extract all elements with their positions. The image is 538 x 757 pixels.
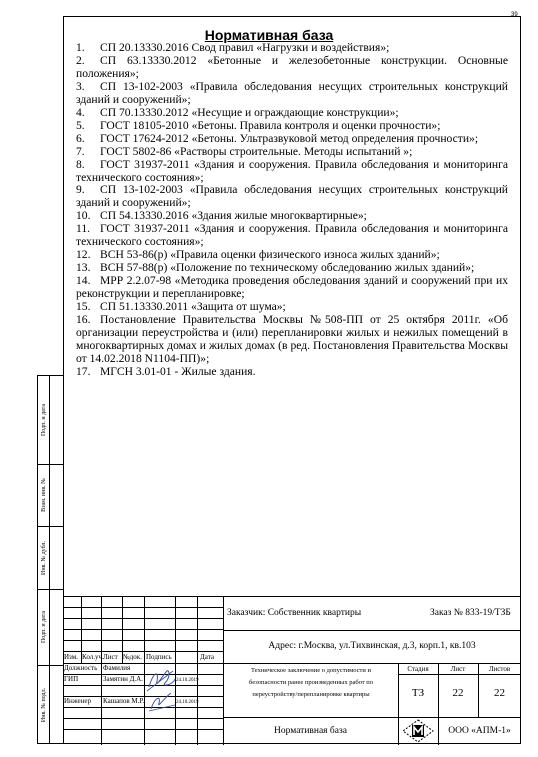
item-text: СП 20.13330.2016 Свод правил «Нагрузки и воздействия»;	[100, 41, 390, 54]
item-number: 2.	[76, 53, 85, 67]
header-kol-uch: Кол.уч.	[82, 653, 104, 661]
norm-list-item	[76, 55, 508, 81]
item-text: СП 63.13330.2012 «Бетонные и железобетонные конструкции. Основные положения»;	[76, 53, 508, 80]
side-label-inv-podl: Инв. № подл.	[41, 687, 47, 723]
item-number: 5.	[76, 118, 85, 132]
item-text: Постановление Правительства Москвы №508-ПП от 25 октября 2011г. «Об организации переустройства и (или) перепланировки жилых и нежилых помещений в многоквартирных домах и жилых домах (в ред. Постановления Правительства Москвы от 14.02.2018 N1104-ПП)»;	[76, 313, 508, 365]
header-izm: Изм.	[64, 653, 78, 661]
address: Адрес: г.Москва, ул.Тихвинская, д.3, корп.1, кв.103	[268, 641, 476, 651]
item-number: 11.	[76, 222, 91, 236]
role-column-label: Должность	[64, 664, 98, 672]
sheet-value: 22	[452, 687, 464, 699]
normative-list	[76, 42, 508, 379]
side-label-podp-data-bottom: Подп. и дата	[41, 610, 47, 644]
item-number: 15.	[76, 300, 91, 314]
sheets-label: Листов	[488, 665, 511, 673]
engineer-signature	[145, 689, 177, 715]
norm-list-item	[76, 366, 508, 379]
engineer-date: 24.10.2019	[176, 700, 199, 705]
customer: Заказчик: Собственник квартиры	[227, 608, 362, 618]
header-podpis: Подпись	[146, 653, 172, 661]
order-number: Заказ № 833-19/ТЗБ	[430, 608, 511, 618]
engineer-role: Инженер	[64, 697, 92, 705]
item-number: 6.	[76, 131, 85, 145]
item-number: 13.	[76, 261, 91, 275]
item-text: ГОСТ 17624-2012 «Бетоны. Ультразвуковой метод определения прочности»;	[100, 131, 479, 145]
company-logo-icon	[400, 719, 436, 743]
description-line-1: Техническое заключение о допустимости и	[251, 667, 371, 674]
header-ndok: №док.	[123, 653, 142, 661]
item-text: ГОСТ 5802-86 «Растворы строительные. Методы испытаний »;	[100, 144, 413, 158]
left-strip	[37, 375, 63, 744]
item-number: 4.	[76, 105, 85, 119]
item-text: ВСН 57-88(р) «Положение по техническому обследованию жилых зданий»;	[100, 261, 475, 275]
header-data: Дата	[200, 653, 214, 661]
header-list: Лист	[103, 653, 118, 661]
side-label-inv-dubl: Инв. № дубл.	[41, 540, 48, 575]
item-text: СП 13-102-2003 «Правила обследования несущих строительных конструкций зданий и сооружений»;	[76, 183, 508, 210]
item-number: 10.	[76, 209, 91, 223]
norm-list-item	[76, 184, 508, 210]
item-number: 7.	[76, 144, 85, 158]
item-number: 17.	[76, 364, 91, 378]
stage-label: Стадия	[407, 665, 429, 673]
sheet-label: Лист	[450, 665, 466, 673]
gip-role: ГИП	[64, 675, 79, 683]
norm-list-item	[76, 81, 508, 107]
norm-list-item	[76, 223, 508, 249]
side-label-podp-data-top: Подп. и дата	[41, 403, 47, 437]
item-text: СП 51.13330.2011 «Защита от шума»;	[100, 300, 286, 314]
norm-list-item	[76, 159, 508, 185]
stage-value: ТЗ	[411, 687, 425, 699]
item-number: 9.	[76, 183, 85, 197]
item-text: ГОСТ 31937-2011 «Здания и сооружения. Правила обследования и мониторинга технического состояния»;	[76, 222, 508, 249]
item-text: МГСН 3.01-01 - Жилые здания.	[100, 364, 256, 378]
item-text: ВСН 53-86(р) «Правила оценки физического износа жилых зданий»;	[100, 248, 440, 262]
item-number: 16.	[76, 313, 91, 327]
engineer-name: Кашапов М.Р.	[103, 697, 145, 705]
item-text: СП 13-102-2003 «Правила обследования несущих строительных конструкций зданий и сооружений»;	[76, 79, 508, 106]
item-text: ГОСТ 31937-2011 «Здания и сооружения. Правила обследования и мониторинга технического состояния»;	[76, 157, 508, 184]
item-text: СП 70.13330.2012 «Несущие и ограждающие конструкции»;	[100, 105, 399, 119]
norm-list-item	[76, 314, 508, 366]
page-title: Нормативная база	[204, 27, 334, 43]
name-column-label: Фамилия	[103, 664, 131, 672]
description-line-2: безопасности ранее произведенных работ по	[249, 679, 373, 686]
item-number: 8.	[76, 157, 85, 171]
gip-date: 24.10.2019	[176, 678, 199, 683]
item-text: МРР 2.2.07-98 «Методика проведения обследования зданий и сооружений при их реконструкции и перепланировке;	[76, 274, 508, 301]
title-block	[63, 596, 521, 744]
item-number: 12.	[76, 248, 91, 262]
page-number: 39	[511, 12, 518, 18]
item-number: 14.	[76, 274, 91, 288]
norm-list-item	[76, 275, 508, 301]
side-label-vzam-inv: Взам. инв. №	[41, 478, 47, 512]
gip-name: Замятин Д.А.	[103, 675, 143, 683]
description-line-3: переустройству/перепланировке квартиры	[252, 691, 370, 698]
company-name: ООО «АПМ-1»	[448, 726, 511, 736]
sheets-value: 22	[494, 687, 505, 699]
item-number: 1.	[76, 41, 85, 54]
item-number: 3.	[76, 79, 85, 93]
sheet-title: Нормативная база	[274, 726, 347, 736]
item-text: СП 54.13330.2016 «Здания жилые многоквартирные»;	[100, 209, 367, 223]
item-text: ГОСТ 18105-2010 «Бетоны. Правила контроля и оценки прочности»;	[100, 118, 441, 132]
